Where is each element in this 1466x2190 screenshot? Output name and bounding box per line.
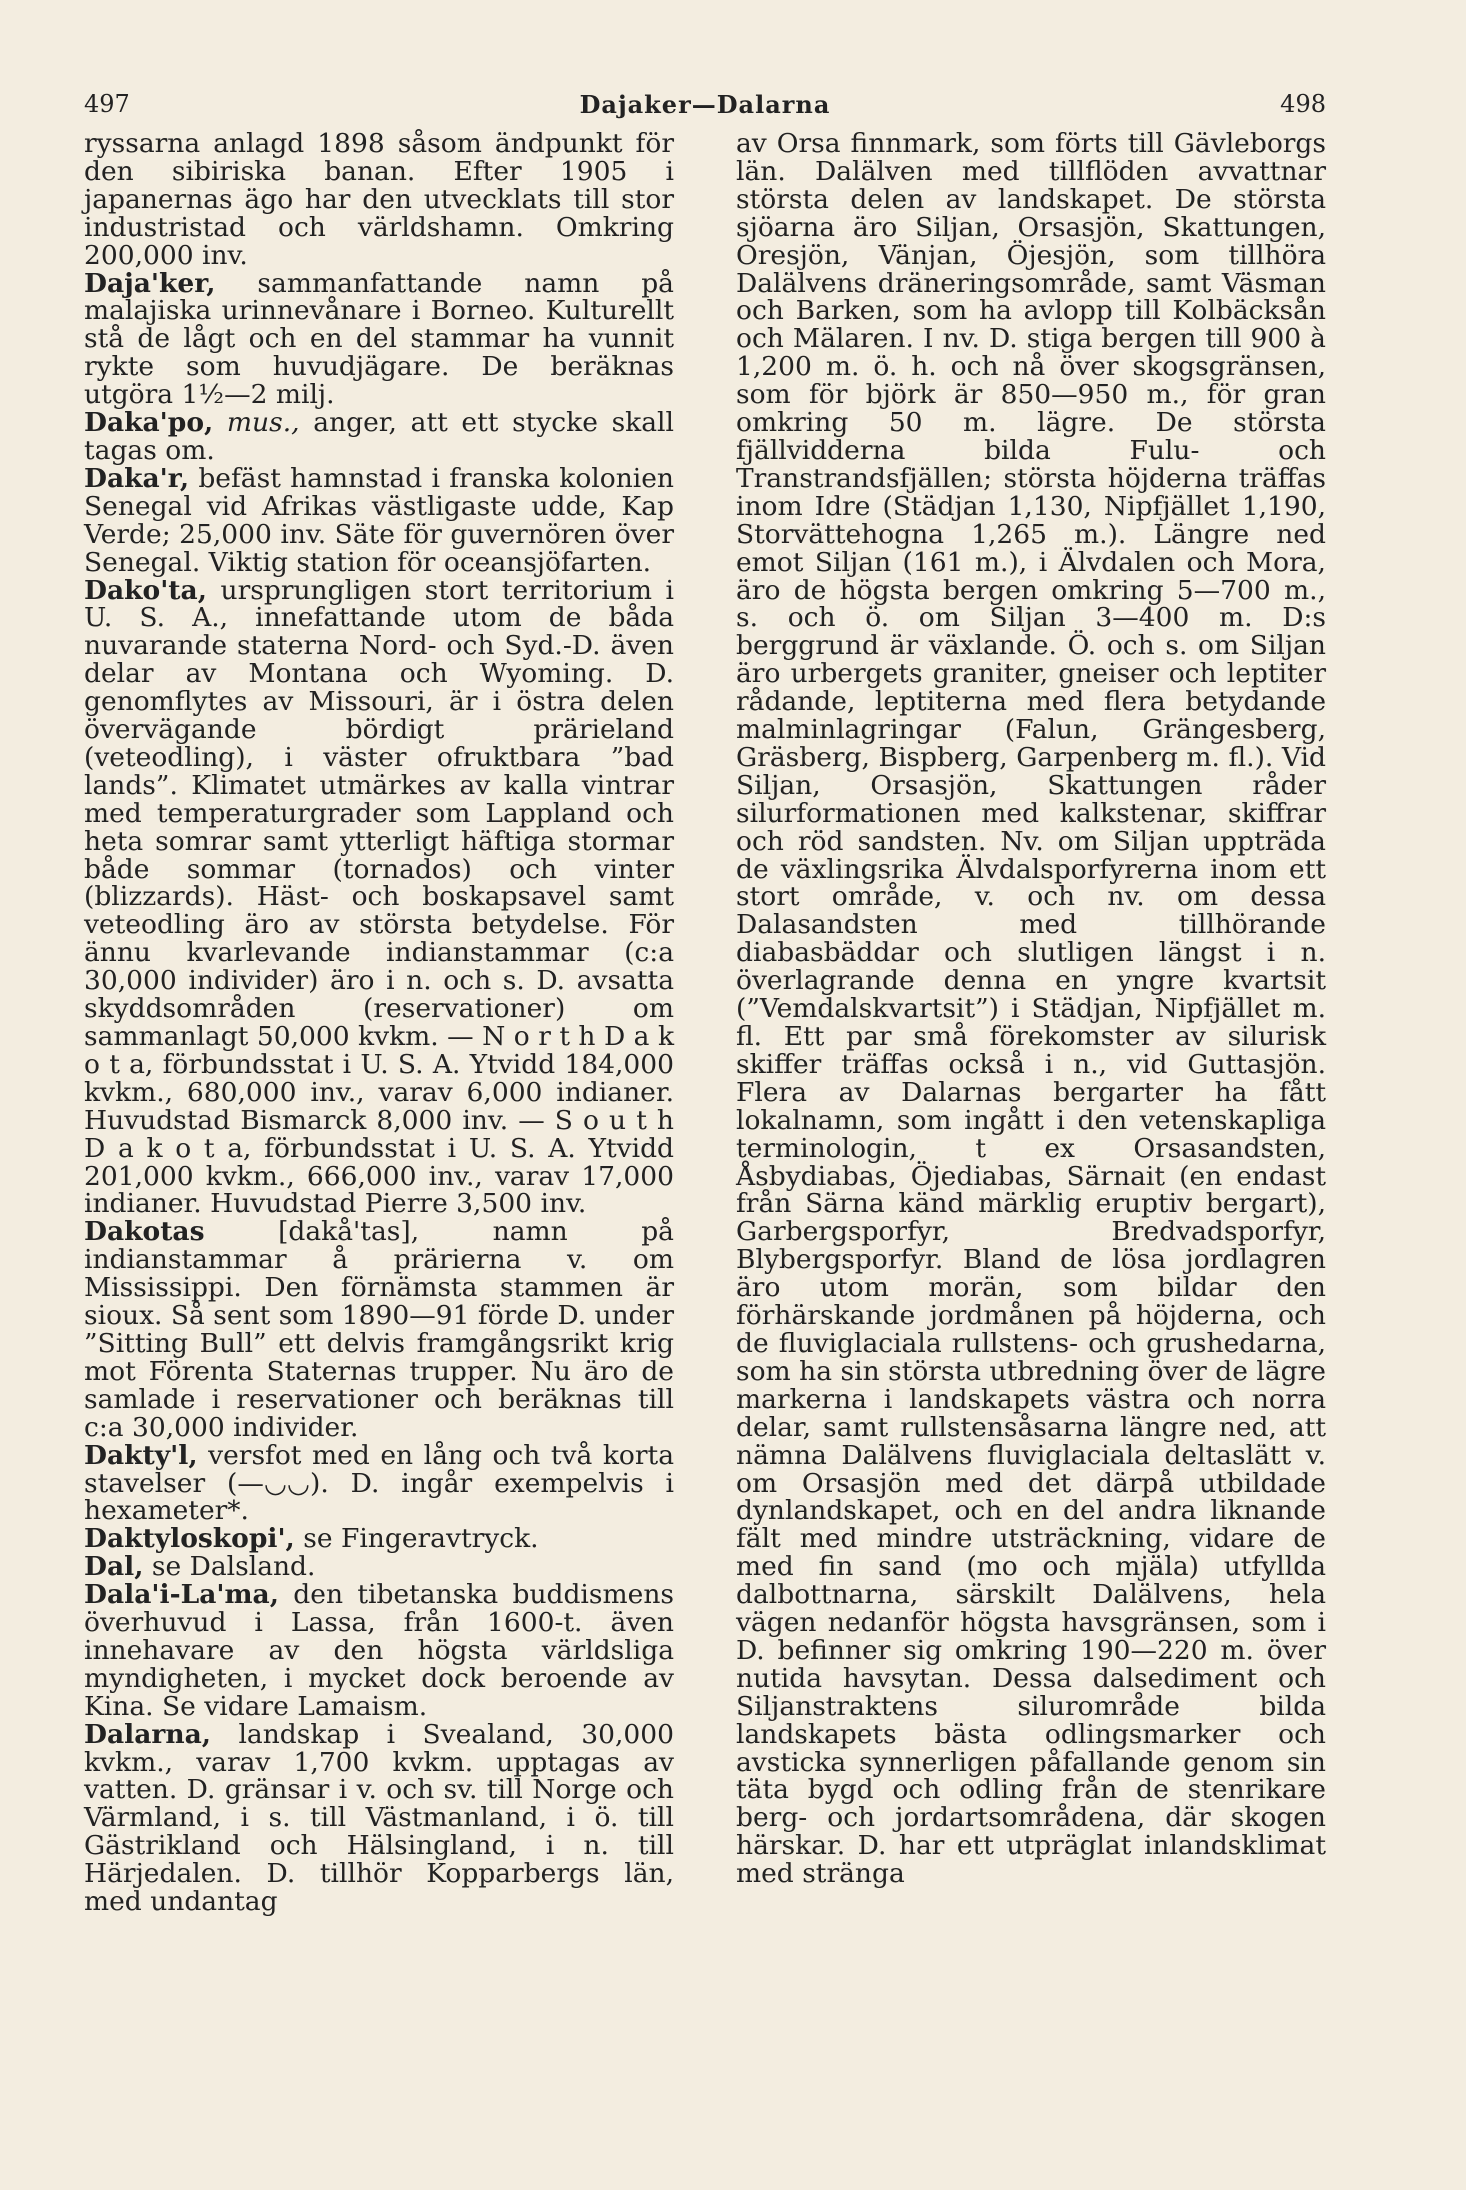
entry-continuation bbox=[736, 130, 1326, 1888]
entry-dakota bbox=[84, 574, 674, 1220]
entry-headword: Daja'ker, bbox=[84, 267, 216, 299]
entry-text: anger, att ett stycke skall tagas om. bbox=[84, 407, 674, 466]
entry-headword: Daktyloskopi', bbox=[84, 1523, 295, 1555]
entry-text: [dakå'tas], namn på indianstammar å prärierna v. om Mississippi. Den förnämsta stammen är sioux. Så sent som 1890—91 förde D. under ”Sitting Bull” ett delvis framgångsrikt krig mot Förenta Staternas trupper. Nu äro de samlade i reservationer och beräknas till c:a 30,000 individer. bbox=[84, 1216, 674, 1443]
entry-text: versfot med en lång och två korta stavelser (—◡◡). D. ingår exempelvis i hexameter*. bbox=[84, 1439, 674, 1527]
running-head: Dajaker—Dalarna bbox=[579, 89, 831, 119]
entry-text: se Fingeravtryck. bbox=[303, 1523, 539, 1555]
right-column bbox=[736, 130, 1326, 2150]
entry-text: sammanfattande namn på malajiska urinnevånare i Borneo. Kulturellt stå de lågt och en del stammar ha vunnit rykte som huvudjägare. De beräknas utgöra 1½—2 milj. bbox=[84, 267, 674, 411]
entry-text: se Dalsland. bbox=[151, 1551, 316, 1583]
entry-text: landskap i Svealand, 30,000 kvkm., varav 1,700 kvkm. upptagas av vatten. D. gränsar i v. och sv. till Norge och Värmland, i s. till Västmanland, i ö. till Gästrikland och Hälsingland, i n. till Härjedalen. D. tillhör Kopparbergs län, med undantag bbox=[84, 1718, 674, 1918]
entry-dalarna bbox=[84, 1718, 674, 1918]
entry-headword: Dalarna, bbox=[84, 1718, 212, 1750]
left-column bbox=[84, 130, 674, 2150]
entry-text: den tibetanska buddismens överhuvud i Lassa, från 1600-t. även innehavare av den högsta världsliga myndigheten, i mycket dock beroende av Kina. Se vidare Lamaism. bbox=[84, 1579, 674, 1722]
entry-headword: Daka'r, bbox=[84, 462, 190, 494]
entry-dajaker bbox=[84, 267, 674, 411]
entry-dal bbox=[84, 1553, 674, 1581]
text-columns bbox=[84, 130, 1326, 2150]
entry-dakapo bbox=[84, 409, 674, 465]
entry-text: befäst hamnstad i franska kolonien Senegal vid Afrikas västligaste udde, Kap Verde; 25,000 inv. Säte för guvernören över Senegal. Viktig station för oceansjöfarten. bbox=[84, 462, 674, 578]
entry-dakar bbox=[84, 462, 674, 578]
entry-headword: Dala'i-La'ma, bbox=[84, 1579, 279, 1611]
page-number-left: 497 bbox=[84, 90, 130, 118]
entry-daktyl bbox=[84, 1439, 674, 1527]
entry-dalai-lama bbox=[84, 1581, 674, 1721]
entry-text: ursprungligen stort territorium i U. S. A., innefattande utom de båda nuvarande staterna Nord- och Syd.-D. även delar av Montana och Wyoming. D. genomflytes av Missouri, är i östra delen övervägande bördigt prärieland (veteodling), i väster ofruktbara ”bad lands”. Klimatet utmärkes av kalla vintrar med temperaturgrader som Lappland och heta somrar samt ytterligt häftiga stormar både sommar (tornados) och vinter (blizzards). Häst- och boskapsavel samt veteodling äro av största betydelse. För ännu kvarlevande indianstammar (c:a 30,000 individer) äro i n. och s. D. avsatta skyddsområden (reservationer) om sammanlagt 50,000 kvkm. — N o r t h D a k o t a, förbundsstat i U. S. A. Ytvidd 184,000 kvkm., 680,000 inv., varav 6,000 indianer. Huvudstad Bismarck 8,000 inv. — S o u t h D a k o t a, förbundsstat i U. S. A. Ytvidd 201,000 kvkm., 666,000 inv., varav 17,000 indianer. Huvudstad Pierre 3,500 inv. bbox=[84, 574, 674, 1220]
entry-headword: Dal, bbox=[84, 1551, 144, 1583]
entry-text: ryssarna anlagd 1898 såsom ändpunkt för den sibiriska banan. Efter 1905 i japanernas ägo har den utvecklats till stor industristad och världshamn. Omkring 200,000 inv. bbox=[84, 128, 674, 271]
entry-headword: Dakotas bbox=[84, 1216, 205, 1248]
entry-abbrev: mus., bbox=[226, 407, 300, 439]
entry-dakotas bbox=[84, 1218, 674, 1441]
page-header bbox=[84, 84, 1326, 124]
entry-continuation bbox=[84, 130, 674, 270]
entry-text: av Orsa finnmark, som förts till Gävleborgs län. Dalälven med tillflöden avvattnar största delen av landskapet. De största sjöarna äro Siljan, Orsasjön, Skattungen, Oresjön, Vänjan, Öjesjön, som tillhöra Dalälvens dräneringsområde, samt Väsman och Barken, som ha avlopp till Kolbäcksån och Mälaren. I nv. D. stiga bergen till 900 à 1,200 m. ö. h. och nå över skogsgränsen, som för björk är 850—950 m., för gran omkring 50 m. lägre. De största fjällvidderna bilda Fulu- och Transtrandsfjällen; största höjderna träffas inom Idre (Städjan 1,130, Nipfjället 1,190, Storvättehogna 1,265 m.). Längre ned emot Siljan (161 m.), i Älvdalen och Mora, äro de högsta bergen omkring 5—700 m., s. och ö. om Siljan 3—400 m. D:s berggrund är växlande. Ö. och s. om Siljan äro urbergets graniter, gneiser och leptiter rådande, leptiterna med flera betydande malminlagringar (Falun, Grängesberg, Gräsberg, Bispberg, Garpenberg m. fl.). Vid Siljan, Orsasjön, Skattungen råder silurformationen med kalkstenar, skiffrar och röd sandsten. Nv. om Siljan uppträda de växlingsrika Älvdalsporfyrerna inom ett stort område, v. och nv. om dessa Dalasandsten med tillhörande diabasbäddar och slutligen längst i n. överlagrande denna en yngre kvartsit (”Vemdalskvartsit”) i Städjan, Nipfjället m. fl. Ett par små förekomster av silurisk skiffer träffas också i n., vid Guttasjön. Flera av Dalarnas bergarter ha fått lokalnamn, som ingått i den vetenskapliga terminologin, t ex Orsasandsten, Åsbydiabas, Öjediabas, Särnait (en endast från Särna känd märklig eruptiv bergart), Garbergsporfyr, Bredvadsporfyr, Blybergsporfyr. Bland de lösa jordlagren äro utom morän, som bildar den förhärskande jordmånen på höjderna, och de fluviglaciala rullstens- och grushedarna, som ha sin största utbredning över de lägre markerna i landskapets västra och norra delar, samt rullstensåsarna längre ned, att nämna Dalälvens fluviglaciala deltaslätt v. om Orsasjön med det därpå utbildade dynlandskapet, och en del andra liknande fält med mindre utsträckning, vidare de med fin sand (mo och mjäla) utfyllda dalbottnarna, särskilt Dalälvens, hela vägen nedanför högsta havsgränsen, som i D. befinner sig omkring 190—220 m. över nutida havsytan. Dessa dalsediment och Siljanstraktens silurområde bilda landskapets bästa odlingsmarker och avsticka synnerligen påfallande genom sin täta bygd och odling från de stenrikare berg- och jordartsområdena, där skogen härskar. D. har ett utpräglat inlandsklimat med stränga bbox=[736, 128, 1326, 1890]
page-number-right: 498 bbox=[1280, 90, 1326, 118]
entry-daktyloskopi bbox=[84, 1525, 674, 1553]
entry-headword: Dako'ta, bbox=[84, 574, 207, 606]
entry-headword: Dakty'l, bbox=[84, 1439, 198, 1471]
entry-headword: Daka'po, bbox=[84, 407, 214, 439]
